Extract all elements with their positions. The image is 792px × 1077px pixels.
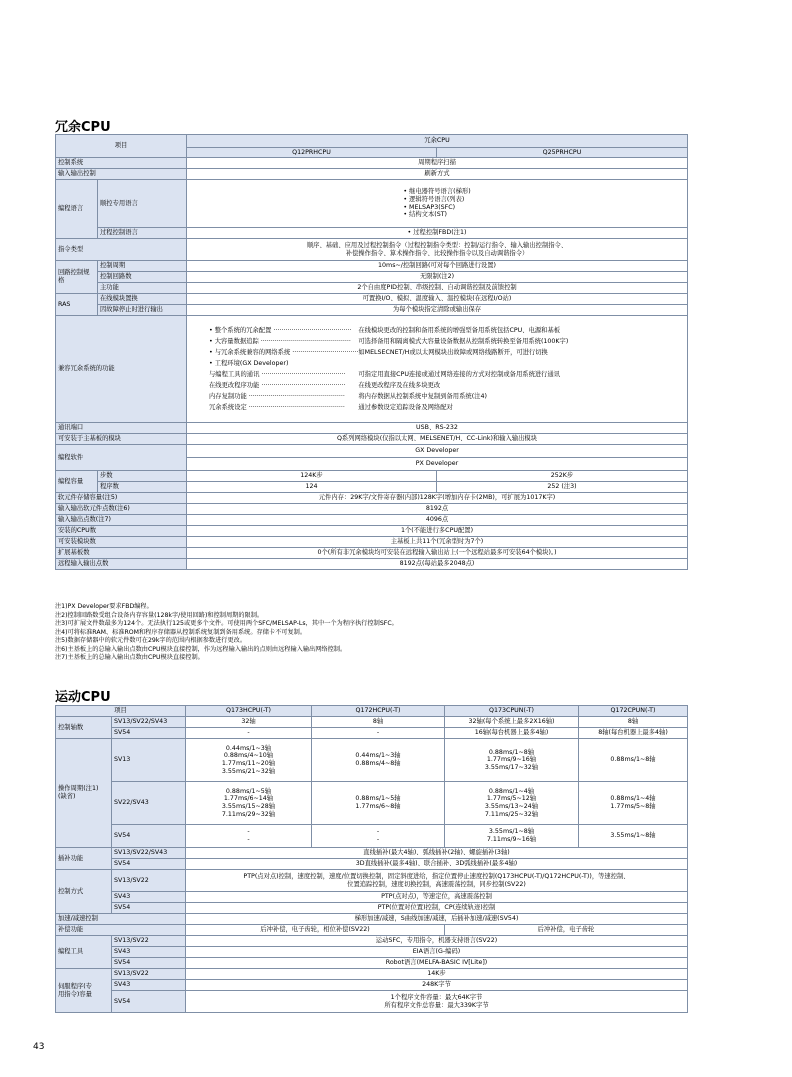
footnote: 注6)主基板上的总输入输出点数由CPU模块直接控制，作为远程输入输出的点则由远程输入输出网络控制。 xyxy=(55,645,347,653)
motion-cpu-heading: 运动CPU xyxy=(55,690,111,705)
os-label: SV54 xyxy=(112,728,186,739)
sub-label: 在线模块置换 xyxy=(98,294,187,305)
cell-value: 0.88ms/1~4轴 1.77ms/5~8轴 xyxy=(579,782,688,825)
os-label: SV43 xyxy=(112,892,186,903)
cell-value: 0.88ms/1~8轴 1.77ms/9~16轴 3.55ms/17~32轴 xyxy=(445,739,579,782)
row-value: 可置换I/O、模拟、温度输入、温控模块(在远程I/O站) xyxy=(187,294,688,305)
function-name: • 工程环境(GX Developer) xyxy=(209,359,289,367)
row-value: PX Developer xyxy=(187,458,688,471)
text-line: 补偿操作指令、算术操作指令、比较操作指令以及自动调谐指令） xyxy=(345,249,529,257)
row-value: PTP(点对点)，等速定位，高速震荡控制 xyxy=(186,892,688,903)
cell-value: 0.88ms/1~4轴 1.77ms/5~12轴 3.55ms/13~24轴 7.11ms/25~32轴 xyxy=(445,782,579,825)
os-label: SV13/SV22/SV43 xyxy=(112,848,186,859)
row-value: 1个(不能进行多CPU配置) xyxy=(187,526,688,537)
model-header: Q173HCPU(-T) xyxy=(186,706,312,717)
page-number: 43 xyxy=(33,1042,45,1052)
os-label: SV54 xyxy=(112,958,186,969)
redundant-cpu-table xyxy=(55,134,688,570)
function-list xyxy=(209,325,568,413)
os-label: SV43 xyxy=(112,947,186,958)
row-value: 直线插补(最大4轴)、弧线插补(2轴)、螺旋插补(3轴) xyxy=(186,848,688,859)
cell-value: 0.88ms/1~5轴 1.77ms/6~14轴 3.55ms/15~28轴 7.11ms/29~32轴 xyxy=(186,782,312,825)
redundancy-functions xyxy=(187,316,688,423)
row-value: EIA语言(G-编码) xyxy=(186,947,688,958)
function-name: 在线更改程序功能 ·········································· xyxy=(209,381,346,389)
row-label: 兼容冗余系统的功能 xyxy=(56,316,187,423)
os-label: SV13/SV22 xyxy=(112,969,186,980)
motion-cpu-table xyxy=(55,705,688,1013)
row-label: 远程输入输出点数 xyxy=(56,559,187,570)
row-label: 控制系统 xyxy=(56,158,187,169)
function-desc: 如MELSECNET/H或以太网模块出故障或网络线路断开，可进行切换 xyxy=(358,348,548,356)
row-value: 248K字节 xyxy=(186,980,688,991)
os-label: SV54 xyxy=(112,859,186,870)
row-value: 后冲补偿，电子齿轮 xyxy=(445,925,688,936)
row-value: 8192点(每站最多2048点) xyxy=(187,559,688,570)
footnote: 注3)可扩展文件数最多为124个。无法执行125或更多个文件。可使用两个SFC/MELSAP-Ls，其中一个为程序执行控制SFC。 xyxy=(55,620,398,627)
cell-value: 252 (注3) xyxy=(437,482,688,493)
item-header: 项目 xyxy=(56,135,187,158)
row-label: 扩展基板数 xyxy=(56,548,187,559)
row-value: PTP(点对点)控制，速度控制，速度/位置切换控制，固定斜度进给，指定位置停止速度控制(Q173HCPU(-T)/Q172HCPU(-T))，等速控制、 位置追踪控制，速度切换控制，高速震荡控制，同步控制(SV22) xyxy=(186,870,688,892)
list-item: • 逻辑符号语言(列表) xyxy=(403,195,465,203)
row-value: 10ms~/控制回路(可对每个回路进行设置) xyxy=(187,261,688,272)
row-value: 元件内存：29K字/文件寄存器(内部)128K字(增加内存卡(2MB)，可扩展为1017K字) xyxy=(187,493,688,504)
function-item xyxy=(209,358,568,369)
footnote: 注4)可将标准RAM、标准ROM和程序存储器从控制系统复制到备用系统。存储卡不可复制。 xyxy=(55,628,307,636)
os-label: SV13 xyxy=(112,739,186,782)
sub-label: 控制回路数 xyxy=(98,272,187,283)
row-value: • 过程控制FBD(注1) xyxy=(187,228,688,239)
function-item xyxy=(209,325,568,336)
os-label: SV22/SV43 xyxy=(112,782,186,825)
row-label: 通讯端口 xyxy=(56,423,187,434)
model-header: Q172CPUN(-T) xyxy=(579,706,688,717)
row-value: PTP(位置对位置)控制，CP(连续轨迹)控制 xyxy=(186,903,688,914)
function-item xyxy=(209,336,568,347)
redundant-cpu-heading: 冗余CPU xyxy=(55,120,111,135)
row-label: 可安装于主基板的模块 xyxy=(56,434,187,445)
model-header: Q173CPUN(-T) xyxy=(445,706,579,717)
row-value: Robot语言(MELFA-BASIC IV[Lite]) xyxy=(186,958,688,969)
function-item xyxy=(209,402,568,413)
model-header: Q12PRHCPU xyxy=(187,148,437,158)
sub-label: 步数 xyxy=(98,471,187,482)
row-value xyxy=(187,239,688,261)
os-label: SV43 xyxy=(112,980,186,991)
os-label: SV13/SV22/SV43 xyxy=(112,717,186,728)
row-value: 3D直线插补(最多4轴)、联合插补、3D弧线插补(最多4轴) xyxy=(186,859,688,870)
row-label: 回路控制规格 xyxy=(56,261,98,294)
os-label: SV54 xyxy=(112,825,186,848)
row-value: 周期程序扫描 xyxy=(187,158,688,169)
model-header: Q25PRHCPU xyxy=(437,148,688,158)
row-label: 软元件存储容量(注5) xyxy=(56,493,187,504)
cell-value: 0.44ms/1~3轴 0.88ms/4~10轴 1.77ms/11~20轴 3.55ms/21~32轴 xyxy=(186,739,312,782)
row-value: 0个(所有非冗余模块均可安装在远程输入输出站上(一个远程站最多可安装64个模块)。) xyxy=(187,548,688,559)
function-desc: 在线模块更改的控制和备用系统的增强型备用系统包括CPU、电源和基板 xyxy=(358,326,561,334)
cell-value: 8轴 xyxy=(312,717,445,728)
function-desc: 可选择备用和隔离模式大容量设备数据从控制系统转换至备用系统(100K字) xyxy=(358,337,569,345)
row-label: 安装的CPU数 xyxy=(56,526,187,537)
function-name: • 大容量数据追踪 ············································· xyxy=(209,337,351,345)
row-value: 4096点 xyxy=(187,515,688,526)
cell-value: 124 xyxy=(187,482,437,493)
row-label: 控制轴数 xyxy=(56,717,112,739)
row-label: 控制方式 xyxy=(56,870,112,914)
text-line: 顺序、基础、应用及过程控制指令（过程控制指令类型：控制/运行指令、输入输出控制指令、 xyxy=(306,241,568,249)
row-label: 补偿功能 xyxy=(56,925,186,936)
cell-value: 3.55ms/1~8轴 xyxy=(579,825,688,848)
row-label: 编程语言 xyxy=(56,180,98,239)
cell-value: 8轴(每台机器上最多4轴) xyxy=(579,728,688,739)
cell-value: - - xyxy=(312,825,445,848)
function-name: 冗余系统设定 ················································ xyxy=(209,403,345,411)
footnote: 注5)数据存储器中的软元件数可在29k字的范围内根据参数进行更改。 xyxy=(55,637,247,644)
list-item: • 继电器符号语言(梯形) xyxy=(403,188,471,196)
row-label: 可安装模块数 xyxy=(56,537,187,548)
footnote: 注7)主基板上的总输入输出点数由CPU模块直接控制。 xyxy=(55,654,204,661)
cell-value: 32轴 xyxy=(186,717,312,728)
row-label: 输入输出软元件点数(注6) xyxy=(56,504,187,515)
cell-value: 0.44ms/1~3轴 0.88ms/4~8轴 xyxy=(312,739,445,782)
function-item xyxy=(209,391,568,402)
row-value: 为每个模块指定清除或输出保存 xyxy=(187,305,688,316)
footnote: 注2)控制回路数受组合设备内存容量(128k字/使用回路)和控制周期的限制。 xyxy=(55,611,264,619)
function-desc xyxy=(358,358,568,369)
row-label: 指令类型 xyxy=(56,239,187,261)
function-name: • 整个系统的冗余配置 ······································· xyxy=(209,326,352,334)
function-item xyxy=(209,347,568,358)
row-label: 伺服程序(专 用指令)容量 xyxy=(56,969,112,1013)
row-value: GX Developer xyxy=(187,445,688,458)
os-label: SV13/SV22 xyxy=(112,870,186,892)
row-label: 编程工具 xyxy=(56,936,112,969)
list-item: • 结构文本(ST) xyxy=(403,211,448,219)
cell-value: - xyxy=(312,728,445,739)
model-header: Q172HCPU(-T) xyxy=(312,706,445,717)
row-value: 8192点 xyxy=(187,504,688,515)
os-label: SV13/SV22 xyxy=(112,936,186,947)
row-label: 插补功能 xyxy=(56,848,112,870)
sub-label: 主功能 xyxy=(98,283,187,294)
cell-value: 252K步 xyxy=(437,471,688,482)
cell-value: 0.88ms/1~5轴 1.77ms/6~8轴 xyxy=(312,782,445,825)
footnote: 注1)PX Developer要求FBD编程。 xyxy=(55,603,153,610)
function-desc: 可指定用直接CPU连接或通过网络连接的方式对控制或备用系统进行通讯 xyxy=(358,370,561,378)
function-item xyxy=(209,380,568,391)
row-value: 运动SFC，专用指令，机器支持语言(SV22) xyxy=(186,936,688,947)
item-header: 项目 xyxy=(56,706,186,717)
function-desc: 通过参数设定追踪设备及网络配对 xyxy=(358,403,453,411)
group-header: 冗余CPU xyxy=(187,135,688,148)
row-value: 2个自由度PID控制、串级控制、自动调谐控制及前馈控制 xyxy=(187,283,688,294)
sub-label: 因故障停止时进行输出 xyxy=(98,305,187,316)
row-value: 梯形加速/减速，S曲线加速/减速，后插补加速/减速(SV54) xyxy=(186,914,688,925)
row-value: 1个程序文件容量：最大64K字节 所有程序文件总容量：最大339K字节 xyxy=(186,991,688,1013)
footnotes xyxy=(55,603,398,663)
cell-value: 16轴(每台机器上最多4轴) xyxy=(445,728,579,739)
row-value: 14K步 xyxy=(186,969,688,980)
row-label: 输入输出点数(注7) xyxy=(56,515,187,526)
function-desc: 将内存数据从控制系统中复制到备用系统(注4) xyxy=(358,392,487,400)
row-label: 输入输出控制 xyxy=(56,169,187,180)
function-name: 与编程工具的通讯 ·········································· xyxy=(209,370,346,378)
row-value: Q系列网络模块(仅指以太网、MELSENET/H、CC-Link)和输入输出模块 xyxy=(187,434,688,445)
cell-value: 3.55ms/1~8轴 7.11ms/9~16轴 xyxy=(445,825,579,848)
row-value: 后冲补偿，电子齿轮，相位补偿(SV22) xyxy=(186,925,445,936)
function-name: • 与冗余系统兼容的网络系统 ································· xyxy=(209,348,359,356)
function-name: 内存复制功能 ················································ xyxy=(209,392,345,400)
language-list xyxy=(187,180,688,228)
cell-value: 0.88ms/1~8轴 xyxy=(579,739,688,782)
function-item xyxy=(209,369,568,380)
row-value: USB、RS-232 xyxy=(187,423,688,434)
sub-label: 过程控制语言 xyxy=(98,228,187,239)
row-value: 无限制(注2) xyxy=(187,272,688,283)
cell-value: 8轴 xyxy=(579,717,688,728)
sub-label: 程序数 xyxy=(98,482,187,493)
row-label: 操作周期(注1) (缺省) xyxy=(56,739,112,848)
cell-value: - xyxy=(186,728,312,739)
list-item: • MELSAP3(SFC) xyxy=(403,203,456,211)
row-label: 加速/减速控制 xyxy=(56,914,186,925)
cell-value: 32轴(每个系统上最多2X16轴) xyxy=(445,717,579,728)
cell-value: - - xyxy=(186,825,312,848)
os-label: SV54 xyxy=(112,991,186,1013)
row-label: 编程软件 xyxy=(56,445,187,471)
sub-label: 控制周期 xyxy=(98,261,187,272)
row-value: 刷新方式 xyxy=(187,169,688,180)
function-desc: 在线更改程序及在线多块更改 xyxy=(358,381,441,389)
row-value: 主基板上共11个(冗余型时为7个) xyxy=(187,537,688,548)
cell-value: 124K步 xyxy=(187,471,437,482)
sub-label: 顺控专用语言 xyxy=(98,180,187,228)
row-label: 编程容量 xyxy=(56,471,98,493)
row-label: RAS xyxy=(56,294,98,316)
os-label: SV54 xyxy=(112,903,186,914)
